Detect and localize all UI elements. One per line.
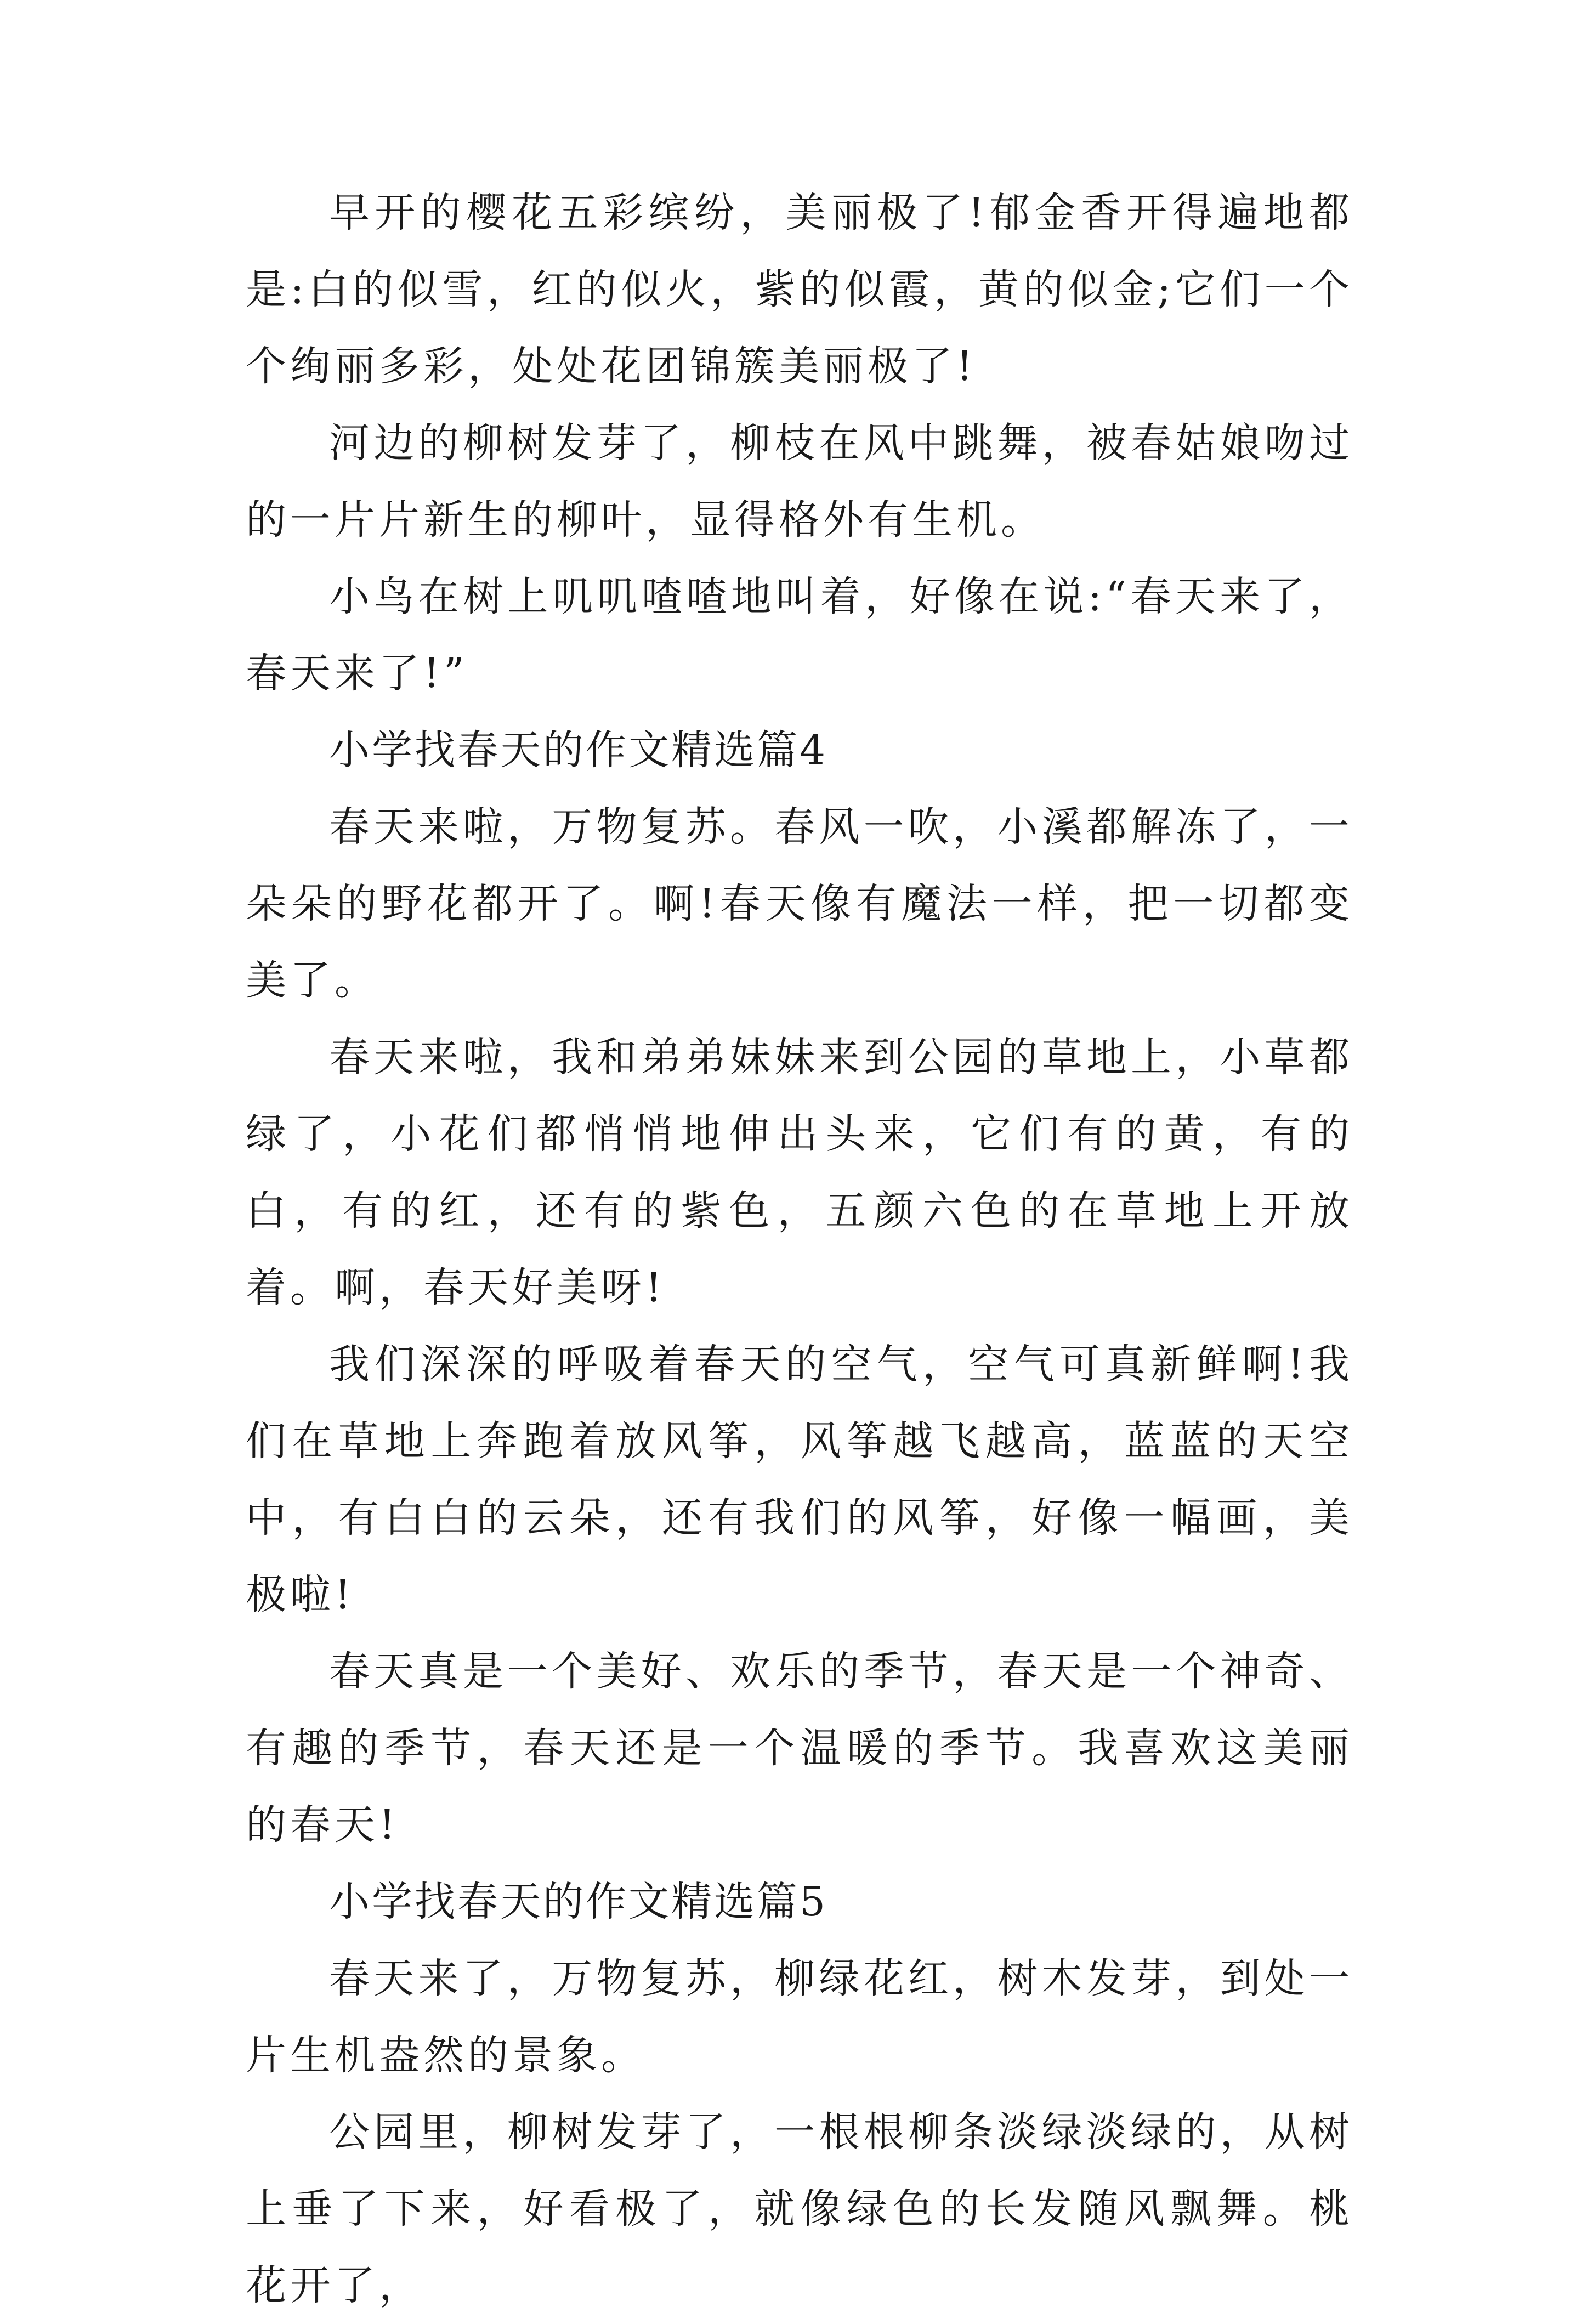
paragraph: 河边的柳树发芽了，柳枝在风中跳舞，被春姑娘吻过的一片片新生的柳叶，显得格外有生机。 xyxy=(246,420,1353,543)
paragraph: 早开的樱花五彩缤纷，美丽极了!郁金香开得遍地都是:白的似雪，红的似火，紫的似霞，黄的似金;它们一个个绚丽多彩，处处花团锦簇美丽极了! xyxy=(246,189,1353,390)
paragraph: 春天来啦，万物复苏。春风一吹，小溪都解冻了，一朵朵的野花都开了。啊!春天像有魔法一样，把一切都变美了。 xyxy=(246,803,1353,1004)
paragraph: 春天来了，万物复苏，柳绿花红，树木发芽，到处一片生机盎然的景象。 xyxy=(246,1955,1353,2079)
section-heading: 小学找春天的作文精选篇5 xyxy=(329,1878,828,1925)
paragraph: 春天来啦，我和弟弟妹妹来到公园的草地上，小草都绿了，小花们都悄悄地伸出头来，它们有的黄，有的白，有的红，还有的紫色，五颜六色的在草地上开放着。啊，春天好美呀! xyxy=(246,1034,1353,1311)
paragraph: 我们深深的呼吸着春天的空气，空气可真新鲜啊!我们在草地上奔跑着放风筝，风筝越飞越高，蓝蓝的天空中，有白白的云朵，还有我们的风筝，好像一幅画，美极啦! xyxy=(246,1341,1353,1618)
paragraph: 小鸟在树上叽叽喳喳地叫着，好像在说:“春天来了，春天来了!” xyxy=(246,573,1353,697)
paragraph: 公园里，柳树发芽了，一根根柳条淡绿淡绿的，从树上垂了下来，好看极了，就像绿色的长发随风飘舞。桃花开了， xyxy=(246,2108,1353,2309)
document-body xyxy=(246,174,1353,2324)
paragraph: 春天真是一个美好、欢乐的季节，春天是一个神奇、有趣的季节，春天还是一个温暖的季节。我喜欢这美丽的春天! xyxy=(246,1648,1353,1849)
section-heading: 小学找春天的作文精选篇4 xyxy=(329,727,828,774)
